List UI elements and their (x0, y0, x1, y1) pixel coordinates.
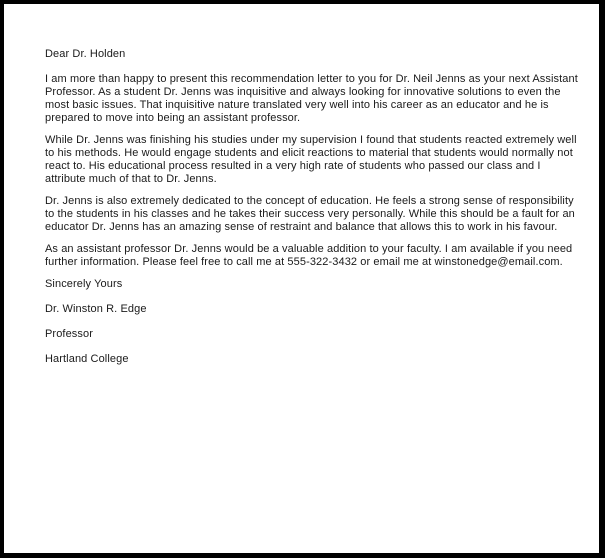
salutation: Dear Dr. Holden (45, 48, 126, 60)
paragraph-supervision: While Dr. Jenns was finishing his studies under my supervision I found that students reacted extremely well to his methods. He would engage students and elicit reactions to material that students would normally not react to. His educational process resulted in a very high rate of students who passed our class and I attribute much of that to Dr. Jenns. (45, 134, 577, 185)
paragraph-dedication: Dr. Jenns is also extremely dedicated to the concept of education. He feels a strong sense of responsibility to the students in his classes and he takes their success very personally. While this should be a fault for an educator Dr. Jenns has an amazing sense of restraint and balance that allows this to work in his favour. (45, 195, 575, 233)
signature-name: Dr. Winston R. Edge (45, 303, 147, 315)
signature-organization: Hartland College (45, 353, 129, 365)
recommendation-letter (4, 4, 604, 366)
paragraph-intro: I am more than happy to present this recommendation letter to you for Dr. Neil Jenns as your next Assistant Professor. As a student Dr. Jenns was inquisitive and always looking for innovative solutions to even the most basic issues. That inquisitive nature translated very well into his career as an educator and he is prepared to move into being an assistant professor. (45, 73, 578, 124)
closing-line: Sincerely Yours (45, 278, 123, 290)
paragraph-contact: As an assistant professor Dr. Jenns would be a valuable addition to your faculty. I am available if you need further information. Please feel free to call me at 555-322-3432 or email me at winstonedge@email.com. (45, 243, 573, 268)
signature-title: Professor (45, 328, 93, 340)
